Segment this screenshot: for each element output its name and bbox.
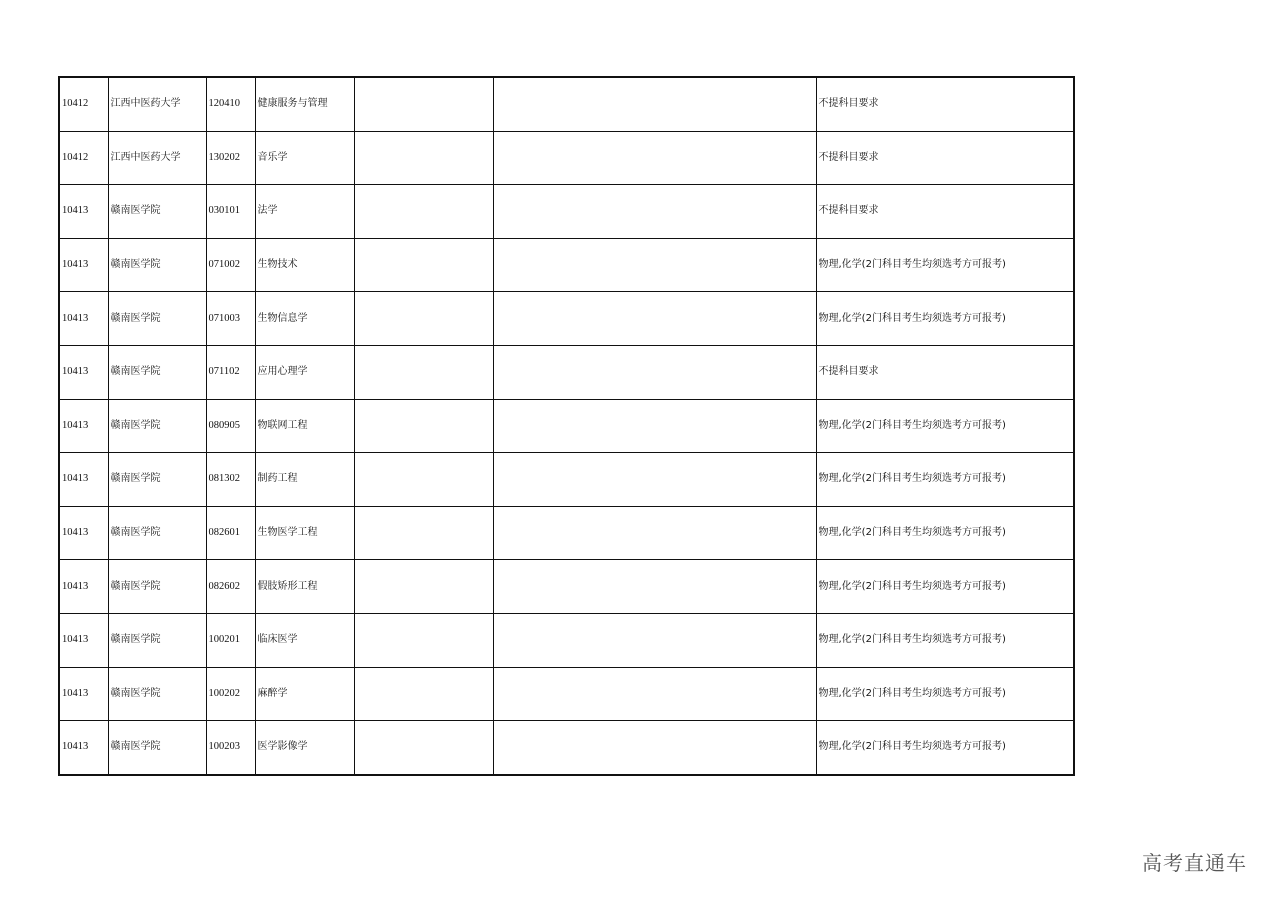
- major-code-cell: 071002: [206, 238, 255, 292]
- school-name-cell: 赣南医学院: [108, 560, 206, 614]
- empty-cell: [493, 345, 816, 399]
- major-code-cell: 082601: [206, 506, 255, 560]
- school-code-cell: 10413: [59, 560, 108, 614]
- major-name-cell: 生物医学工程: [255, 506, 354, 560]
- empty-cell: [354, 399, 493, 453]
- table-body: [59, 77, 1074, 775]
- empty-cell: [493, 506, 816, 560]
- empty-cell: [493, 560, 816, 614]
- school-code-cell: 10413: [59, 185, 108, 239]
- major-code-cell: 080905: [206, 399, 255, 453]
- table-row: [59, 185, 1074, 239]
- school-name-cell: 赣南医学院: [108, 185, 206, 239]
- empty-cell: [354, 185, 493, 239]
- table-row: [59, 238, 1074, 292]
- subject-requirement-cell: 不提科目要求: [816, 77, 1074, 131]
- major-code-cell: 082602: [206, 560, 255, 614]
- school-name-cell: 赣南医学院: [108, 399, 206, 453]
- empty-cell: [354, 560, 493, 614]
- empty-cell: [354, 77, 493, 131]
- empty-cell: [354, 345, 493, 399]
- subject-requirement-cell: 物理,化学(2门科目考生均须选考方可报考): [816, 453, 1074, 507]
- school-name-cell: 赣南医学院: [108, 613, 206, 667]
- school-name-cell: 赣南医学院: [108, 292, 206, 346]
- table-row: [59, 292, 1074, 346]
- empty-cell: [493, 613, 816, 667]
- empty-cell: [493, 77, 816, 131]
- empty-cell: [354, 453, 493, 507]
- school-name-cell: 江西中医药大学: [108, 131, 206, 185]
- subject-requirement-cell: 物理,化学(2门科目考生均须选考方可报考): [816, 238, 1074, 292]
- requirements-table: [58, 76, 1075, 776]
- empty-cell: [493, 292, 816, 346]
- school-name-cell: 赣南医学院: [108, 345, 206, 399]
- major-code-cell: 030101: [206, 185, 255, 239]
- table-row: [59, 453, 1074, 507]
- subject-requirement-cell: 不提科目要求: [816, 131, 1074, 185]
- major-code-cell: 100202: [206, 667, 255, 721]
- school-name-cell: 赣南医学院: [108, 238, 206, 292]
- table-row: [59, 506, 1074, 560]
- major-name-cell: 临床医学: [255, 613, 354, 667]
- table-row: [59, 667, 1074, 721]
- major-name-cell: 医学影像学: [255, 721, 354, 775]
- school-code-cell: 10413: [59, 292, 108, 346]
- major-name-cell: 麻醉学: [255, 667, 354, 721]
- subject-requirement-cell: 不提科目要求: [816, 185, 1074, 239]
- school-name-cell: 赣南医学院: [108, 506, 206, 560]
- major-name-cell: 生物技术: [255, 238, 354, 292]
- school-code-cell: 10413: [59, 345, 108, 399]
- major-code-cell: 100201: [206, 613, 255, 667]
- school-code-cell: 10413: [59, 399, 108, 453]
- subject-requirement-cell: 物理,化学(2门科目考生均须选考方可报考): [816, 506, 1074, 560]
- empty-cell: [493, 667, 816, 721]
- empty-cell: [493, 399, 816, 453]
- empty-cell: [354, 667, 493, 721]
- table-row: [59, 721, 1074, 775]
- school-code-cell: 10413: [59, 721, 108, 775]
- school-name-cell: 赣南医学院: [108, 667, 206, 721]
- school-name-cell: 江西中医药大学: [108, 77, 206, 131]
- major-name-cell: 法学: [255, 185, 354, 239]
- major-code-cell: 100203: [206, 721, 255, 775]
- major-code-cell: 071102: [206, 345, 255, 399]
- subject-requirement-cell: 物理,化学(2门科目考生均须选考方可报考): [816, 613, 1074, 667]
- empty-cell: [354, 721, 493, 775]
- school-code-cell: 10413: [59, 506, 108, 560]
- subject-requirement-cell: 物理,化学(2门科目考生均须选考方可报考): [816, 399, 1074, 453]
- major-name-cell: 健康服务与管理: [255, 77, 354, 131]
- major-name-cell: 假肢矫形工程: [255, 560, 354, 614]
- table-row: [59, 77, 1074, 131]
- empty-cell: [493, 131, 816, 185]
- school-name-cell: 赣南医学院: [108, 453, 206, 507]
- subject-requirement-cell: 物理,化学(2门科目考生均须选考方可报考): [816, 292, 1074, 346]
- school-code-cell: 10413: [59, 667, 108, 721]
- table-row: [59, 345, 1074, 399]
- empty-cell: [493, 453, 816, 507]
- empty-cell: [354, 131, 493, 185]
- subject-requirement-cell: 不提科目要求: [816, 345, 1074, 399]
- table-row: [59, 613, 1074, 667]
- school-name-cell: 赣南医学院: [108, 721, 206, 775]
- major-name-cell: 制药工程: [255, 453, 354, 507]
- empty-cell: [493, 238, 816, 292]
- empty-cell: [354, 506, 493, 560]
- school-code-cell: 10412: [59, 131, 108, 185]
- major-code-cell: 081302: [206, 453, 255, 507]
- major-name-cell: 应用心理学: [255, 345, 354, 399]
- table-row: [59, 560, 1074, 614]
- major-code-cell: 130202: [206, 131, 255, 185]
- major-name-cell: 音乐学: [255, 131, 354, 185]
- empty-cell: [493, 721, 816, 775]
- school-code-cell: 10413: [59, 238, 108, 292]
- subject-requirement-cell: 物理,化学(2门科目考生均须选考方可报考): [816, 667, 1074, 721]
- subject-requirement-cell: 物理,化学(2门科目考生均须选考方可报考): [816, 560, 1074, 614]
- subject-requirement-cell: 物理,化学(2门科目考生均须选考方可报考): [816, 721, 1074, 775]
- major-name-cell: 物联网工程: [255, 399, 354, 453]
- watermark: 高考直通车: [1142, 851, 1247, 875]
- empty-cell: [354, 238, 493, 292]
- empty-cell: [493, 185, 816, 239]
- school-code-cell: 10413: [59, 613, 108, 667]
- major-code-cell: 120410: [206, 77, 255, 131]
- table-row: [59, 131, 1074, 185]
- table-row: [59, 399, 1074, 453]
- school-code-cell: 10413: [59, 453, 108, 507]
- school-code-cell: 10412: [59, 77, 108, 131]
- major-code-cell: 071003: [206, 292, 255, 346]
- empty-cell: [354, 292, 493, 346]
- major-name-cell: 生物信息学: [255, 292, 354, 346]
- empty-cell: [354, 613, 493, 667]
